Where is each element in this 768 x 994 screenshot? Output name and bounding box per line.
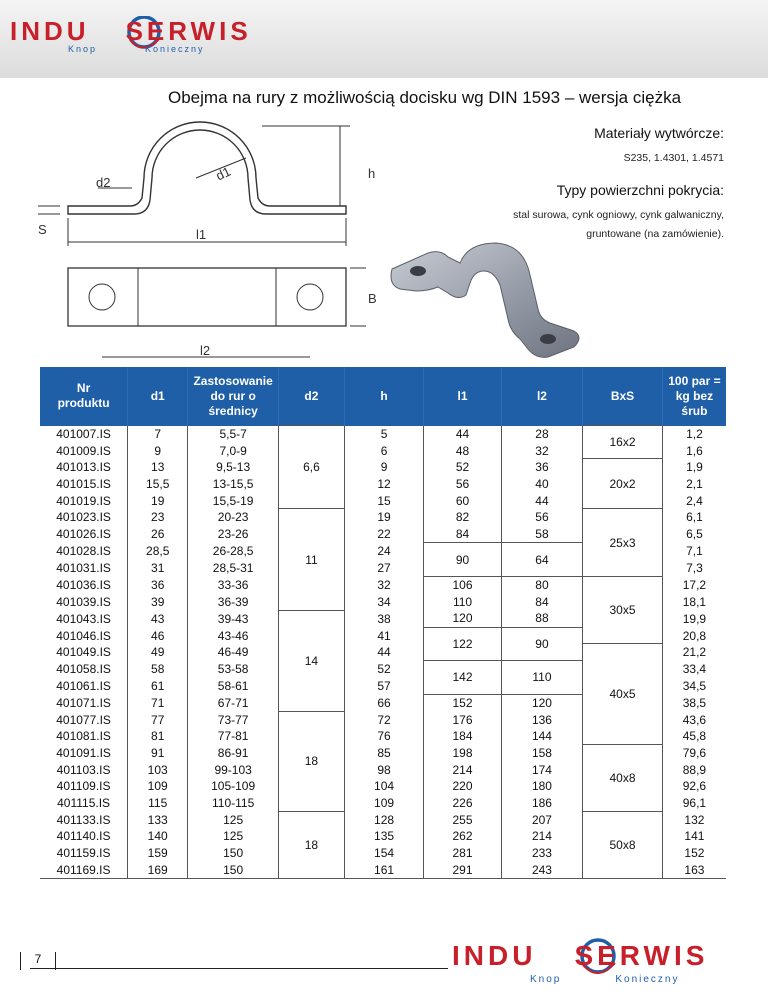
label-l1: l1 <box>196 227 207 242</box>
cell-l1: 262 <box>424 828 502 845</box>
cell-product-number: 401091.IS <box>56 745 111 760</box>
cell-d1: 15,5 <box>128 476 188 493</box>
col-header-l2: l2 <box>501 367 582 426</box>
cell-product-number: 401028.IS <box>56 544 111 559</box>
footer-logo-sub-right: Konieczny <box>615 974 680 985</box>
cell-d1: 19 <box>128 492 188 509</box>
cell-l2: 84 <box>501 593 582 610</box>
specification-table <box>40 367 726 879</box>
cell-h: 6 <box>344 442 423 459</box>
coatings-line-1: stal surowa, cynk ogniowy, cynk galwaniczny, <box>513 209 724 221</box>
col-header-h: h <box>344 367 423 426</box>
cell-pipe-range: 28,5-31 <box>188 560 279 577</box>
cell-d1: 91 <box>128 745 188 762</box>
cell-d1: 43 <box>128 610 188 627</box>
table-row <box>40 644 726 661</box>
cell-h: 15 <box>344 492 423 509</box>
cell-pipe-range: 86-91 <box>188 745 279 762</box>
cell-l1: 120 <box>424 610 502 627</box>
cell-d1: 103 <box>128 761 188 778</box>
cell-product-number: 401058.IS <box>56 661 111 676</box>
coatings-heading: Typy powierzchni pokrycia: <box>556 182 724 198</box>
cell-weight: 43,6 <box>662 711 726 728</box>
cell-pipe-range: 67-71 <box>188 694 279 711</box>
cell-l2: 32 <box>501 442 582 459</box>
cell-weight: 132 <box>662 811 726 828</box>
cell-weight: 38,5 <box>662 694 726 711</box>
cell-pipe-range: 125 <box>188 811 279 828</box>
cell-h: 19 <box>344 509 423 526</box>
cell-pipe-range: 20-23 <box>188 509 279 526</box>
cell-pipe-range: 53-58 <box>188 661 279 678</box>
cell-weight: 1,6 <box>662 442 726 459</box>
cell-d1: 133 <box>128 811 188 828</box>
cell-weight: 6,1 <box>662 509 726 526</box>
cell-weight: 6,5 <box>662 526 726 543</box>
cell-h: 135 <box>344 828 423 845</box>
cell-pipe-range: 150 <box>188 845 279 862</box>
cell-pipe-range: 58-61 <box>188 677 279 694</box>
logo-sub-left: Knop <box>68 44 98 54</box>
cell-product-number: 401115.IS <box>57 795 111 810</box>
cell-d1: 109 <box>128 778 188 795</box>
label-l2: l2 <box>200 343 211 358</box>
cell-h: 24 <box>344 543 423 560</box>
cell-d2: 18 <box>279 711 345 811</box>
cell-weight: 2,4 <box>662 492 726 509</box>
cell-pipe-range: 23-26 <box>188 526 279 543</box>
cell-pipe-range: 125 <box>188 828 279 845</box>
label-h: h <box>368 166 376 181</box>
logo-word-left: INDU <box>10 16 90 46</box>
cell-h: 12 <box>344 476 423 493</box>
cell-h: 98 <box>344 761 423 778</box>
cell-bxs: 50x8 <box>583 811 663 878</box>
cell-weight: 21,2 <box>662 644 726 661</box>
table-row <box>40 426 726 443</box>
page-header <box>0 0 768 78</box>
cell-weight: 1,9 <box>662 459 726 476</box>
col-header-d2: d2 <box>279 367 345 426</box>
l2-dimension <box>20 345 380 365</box>
coatings-line-2: gruntowane (na zamówienie). <box>586 228 724 240</box>
cell-h: 27 <box>344 560 423 577</box>
cell-h: 34 <box>344 593 423 610</box>
cell-weight: 7,3 <box>662 560 726 577</box>
cell-product-number: 401013.IS <box>56 460 111 475</box>
cell-product-number: 401031.IS <box>56 560 111 575</box>
cell-l2: 44 <box>501 492 582 509</box>
materials-text: S235, 1.4301, 1.4571 <box>623 152 724 164</box>
col-header-kg: 100 par = kg bez śrub <box>662 367 726 426</box>
cell-d1: 36 <box>128 576 188 593</box>
page-number: 7 <box>20 952 56 970</box>
cell-d1: 46 <box>128 627 188 644</box>
cell-pipe-range: 110-115 <box>188 795 279 812</box>
cell-bxs: 40x8 <box>583 745 663 812</box>
cell-d1: 39 <box>128 593 188 610</box>
cell-pipe-range: 5,5-7 <box>188 426 279 443</box>
cell-product-number: 401103.IS <box>56 762 111 777</box>
cell-weight: 19,9 <box>662 610 726 627</box>
cell-h: 22 <box>344 526 423 543</box>
cell-product-number: 401046.IS <box>56 628 111 643</box>
cell-l1: 122 <box>424 627 502 660</box>
cell-d1: 159 <box>128 845 188 862</box>
cell-weight: 79,6 <box>662 745 726 762</box>
cell-product-number: 401109.IS <box>56 779 111 794</box>
cell-product-number: 401061.IS <box>56 678 111 693</box>
cell-product-number: 401159.IS <box>56 846 111 861</box>
cell-h: 104 <box>344 778 423 795</box>
cell-d1: 7 <box>128 426 188 443</box>
cell-l1: 60 <box>424 492 502 509</box>
logo-sub-right: Konieczny <box>145 44 205 54</box>
cell-h: 32 <box>344 576 423 593</box>
cell-h: 128 <box>344 811 423 828</box>
cell-d2: 11 <box>279 509 345 610</box>
cell-pipe-range: 9,5-13 <box>188 459 279 476</box>
cell-l1: 90 <box>424 543 502 576</box>
cell-l1: 84 <box>424 526 502 543</box>
col-header-nr: Nr produktu <box>40 367 128 426</box>
cell-pipe-range: 77-81 <box>188 728 279 745</box>
cell-pipe-range: 36-39 <box>188 593 279 610</box>
cell-h: 44 <box>344 644 423 661</box>
cell-l1: 184 <box>424 728 502 745</box>
cell-l1: 56 <box>424 476 502 493</box>
cell-product-number: 401043.IS <box>56 611 111 626</box>
cell-product-number: 401026.IS <box>56 527 111 542</box>
cell-d1: 140 <box>128 828 188 845</box>
cell-weight: 1,2 <box>662 426 726 443</box>
cell-h: 38 <box>344 610 423 627</box>
footer-logo-word-right: SERWIS <box>574 940 709 971</box>
cell-pipe-range: 43-46 <box>188 627 279 644</box>
cell-d1: 169 <box>128 861 188 878</box>
cell-l2: 207 <box>501 811 582 828</box>
cell-weight: 92,6 <box>662 778 726 795</box>
cell-pipe-range: 99-103 <box>188 761 279 778</box>
cell-l2: 28 <box>501 426 582 443</box>
cell-l2: 243 <box>501 861 582 878</box>
cell-l1: 220 <box>424 778 502 795</box>
cell-d1: 61 <box>128 677 188 694</box>
cell-product-number: 401049.IS <box>56 645 111 660</box>
cell-h: 76 <box>344 728 423 745</box>
cell-l1: 48 <box>424 442 502 459</box>
cell-d1: 13 <box>128 459 188 476</box>
cell-d1: 28,5 <box>128 543 188 560</box>
cell-h: 5 <box>344 426 423 443</box>
cell-l1: 52 <box>424 459 502 476</box>
table-row <box>40 745 726 762</box>
cell-pipe-range: 7,0-9 <box>188 442 279 459</box>
table-row <box>40 576 726 593</box>
cell-d1: 58 <box>128 661 188 678</box>
technical-drawing <box>20 118 380 328</box>
cell-pipe-range: 13-15,5 <box>188 476 279 493</box>
label-d2: d2 <box>96 175 111 190</box>
cell-l2: 56 <box>501 509 582 526</box>
cell-l2: 186 <box>501 795 582 812</box>
materials-heading: Materiały wytwórcze: <box>594 125 724 141</box>
cell-product-number: 401009.IS <box>56 443 111 458</box>
cell-l1: 226 <box>424 795 502 812</box>
cell-weight: 96,1 <box>662 795 726 812</box>
footer-logo-word-left: INDU <box>452 940 537 971</box>
cell-d1: 9 <box>128 442 188 459</box>
cell-d1: 81 <box>128 728 188 745</box>
cell-pipe-range: 150 <box>188 861 279 878</box>
cell-h: 161 <box>344 861 423 878</box>
cell-bxs: 20x2 <box>583 459 663 509</box>
cell-product-number: 401036.IS <box>56 577 111 592</box>
cell-h: 52 <box>344 661 423 678</box>
cell-l2: 40 <box>501 476 582 493</box>
cell-weight: 18,1 <box>662 593 726 610</box>
cell-weight: 88,9 <box>662 761 726 778</box>
cell-weight: 163 <box>662 861 726 878</box>
label-d1: d1 <box>213 163 233 184</box>
logo-word-right: SERWIS <box>125 16 252 46</box>
cell-l2: 90 <box>501 627 582 660</box>
cell-l2: 174 <box>501 761 582 778</box>
cell-product-number: 401133.IS <box>56 812 111 827</box>
cell-h: 154 <box>344 845 423 862</box>
footer-rule <box>30 968 448 969</box>
cell-l2: 36 <box>501 459 582 476</box>
col-header-l1: l1 <box>424 367 502 426</box>
cell-l1: 142 <box>424 661 502 694</box>
cell-l1: 44 <box>424 426 502 443</box>
col-header-bxs: BxS <box>583 367 663 426</box>
cell-d2: 14 <box>279 610 345 711</box>
cell-weight: 7,1 <box>662 543 726 560</box>
col-header-d1: d1 <box>128 367 188 426</box>
cell-d1: 77 <box>128 711 188 728</box>
cell-h: 85 <box>344 745 423 762</box>
cell-pipe-range: 15,5-19 <box>188 492 279 509</box>
cell-pipe-range: 26-28,5 <box>188 543 279 560</box>
cell-product-number: 401077.IS <box>56 712 111 727</box>
cell-bxs: 16x2 <box>583 426 663 459</box>
cell-pipe-range: 105-109 <box>188 778 279 795</box>
cell-l1: 176 <box>424 711 502 728</box>
cell-l1: 110 <box>424 593 502 610</box>
cell-h: 41 <box>344 627 423 644</box>
cell-l1: 152 <box>424 694 502 711</box>
cell-product-number: 401071.IS <box>56 695 111 710</box>
label-s: S <box>38 222 47 237</box>
cell-product-number: 401015.IS <box>56 476 111 491</box>
cell-h: 66 <box>344 694 423 711</box>
cell-d1: 71 <box>128 694 188 711</box>
cell-pipe-range: 46-49 <box>188 644 279 661</box>
cell-weight: 33,4 <box>662 661 726 678</box>
cell-l1: 198 <box>424 745 502 762</box>
table-row <box>40 509 726 526</box>
cell-l2: 144 <box>501 728 582 745</box>
cell-d2: 18 <box>279 811 345 878</box>
cell-h: 57 <box>344 677 423 694</box>
cell-weight: 34,5 <box>662 677 726 694</box>
footer-logo-sub-left: Knop <box>530 974 562 985</box>
cell-bxs: 30x5 <box>583 576 663 644</box>
cell-bxs: 25x3 <box>583 509 663 576</box>
cell-l2: 233 <box>501 845 582 862</box>
cell-l2: 214 <box>501 828 582 845</box>
cell-pipe-range: 33-36 <box>188 576 279 593</box>
cell-l2: 180 <box>501 778 582 795</box>
table-body <box>40 426 726 879</box>
cell-weight: 17,2 <box>662 576 726 593</box>
cell-l1: 255 <box>424 811 502 828</box>
cell-weight: 141 <box>662 828 726 845</box>
cell-h: 9 <box>344 459 423 476</box>
cell-l2: 64 <box>501 543 582 576</box>
cell-l2: 120 <box>501 694 582 711</box>
col-header-zastosowanie: Zastosowanie do rur o średnicy <box>188 367 279 426</box>
cell-d1: 49 <box>128 644 188 661</box>
cell-l2: 158 <box>501 745 582 762</box>
label-b: B <box>368 291 377 306</box>
cell-l1: 106 <box>424 576 502 593</box>
cell-l1: 291 <box>424 861 502 878</box>
cell-l1: 281 <box>424 845 502 862</box>
cell-weight: 152 <box>662 845 726 862</box>
cell-pipe-range: 73-77 <box>188 711 279 728</box>
cell-product-number: 401039.IS <box>56 594 111 609</box>
cell-h: 72 <box>344 711 423 728</box>
cell-l2: 110 <box>501 661 582 694</box>
cell-product-number: 401169.IS <box>40 861 128 878</box>
cell-product-number: 401007.IS <box>56 426 111 441</box>
cell-product-number: 401019.IS <box>56 493 111 508</box>
cell-l2: 58 <box>501 526 582 543</box>
cell-product-number: 401140.IS <box>56 829 111 844</box>
cell-l2: 88 <box>501 610 582 627</box>
cell-weight: 45,8 <box>662 728 726 745</box>
cell-h: 109 <box>344 795 423 812</box>
table-row <box>40 459 726 476</box>
cell-product-number: 401081.IS <box>56 729 111 744</box>
cell-d1: 115 <box>128 795 188 812</box>
cell-l1: 214 <box>424 761 502 778</box>
cell-pipe-range: 39-43 <box>188 610 279 627</box>
cell-d2: 6,6 <box>279 426 345 509</box>
page-title: Obejma na rury z możliwością docisku wg DIN 1593 – wersja ciężka <box>168 88 682 107</box>
cell-d1: 26 <box>128 526 188 543</box>
cell-weight: 20,8 <box>662 627 726 644</box>
cell-l2: 80 <box>501 576 582 593</box>
cell-product-number: 401023.IS <box>56 510 111 525</box>
product-photo <box>388 235 588 365</box>
cell-d1: 23 <box>128 509 188 526</box>
table-row <box>40 811 726 828</box>
cell-l2: 136 <box>501 711 582 728</box>
cell-weight: 2,1 <box>662 476 726 493</box>
cell-bxs: 40x5 <box>583 644 663 745</box>
cell-d1: 31 <box>128 560 188 577</box>
cell-l1: 82 <box>424 509 502 526</box>
